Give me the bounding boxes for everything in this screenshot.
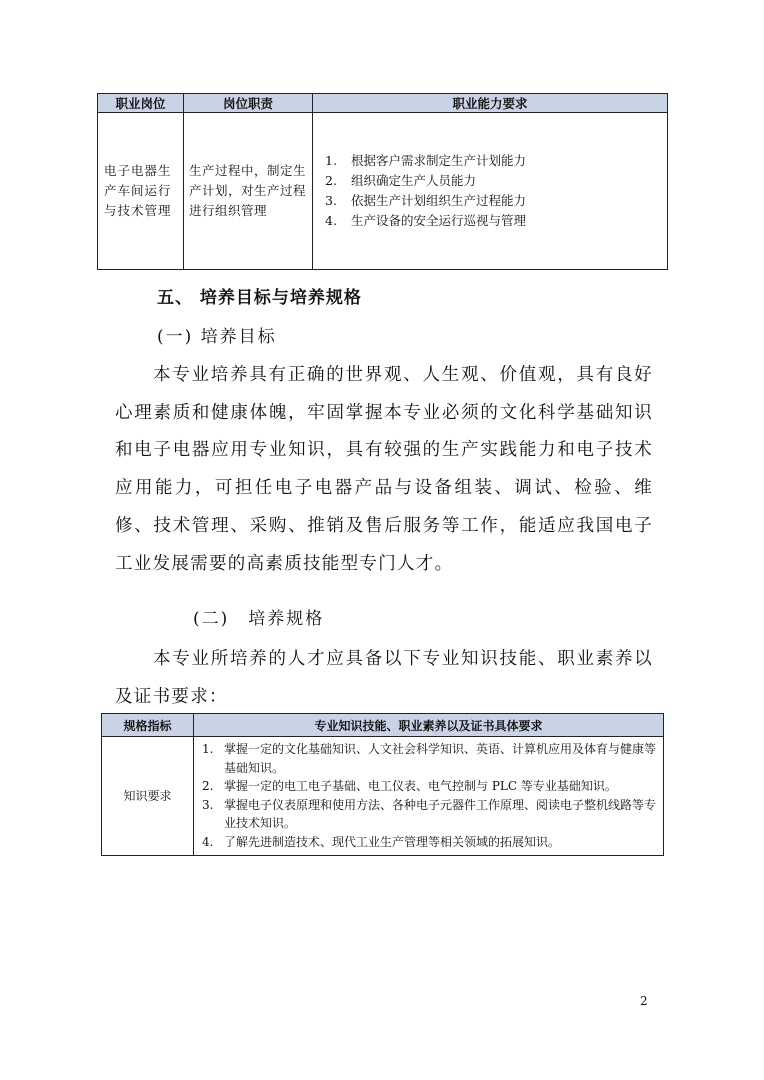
list-item: 2. 掌握一定的电工电子基础、电工仪表、电气控制与 PLC 等专业基础知识。 <box>202 779 617 793</box>
column-header: 规格指标 <box>102 714 194 737</box>
column-header: 专业知识技能、职业素养以及证书具体要求 <box>194 714 664 737</box>
duty-cell: 生产过程中，制定生产计划，对生产过程进行组织管理 <box>184 113 313 270</box>
abilities-cell <box>313 113 668 270</box>
page-number: 2 <box>640 994 648 1008</box>
specifications-table <box>101 713 664 856</box>
table-header-row <box>98 94 668 113</box>
table-row <box>102 737 664 856</box>
list-item: 3. 掌握电子仪表原理和使用方法、各种电子元器件工作原理、阅读电子整机线路等专业技术知识。 <box>202 797 657 830</box>
column-header: 职业岗位 <box>98 94 184 113</box>
spec-key-cell: 知识要求 <box>102 737 194 856</box>
abilities-list <box>325 151 661 231</box>
goals-paragraph: 本专业培养具有正确的世界观、人生观、价值观，具有良好心理素质和健康体魄，牢固掌握本专业必须的文化科学基础知识和电子电器应用专业知识，具有较强的生产实践能力和电子技术应用能力，可担任电子电器产品与设备组装、调试、检验、维修、技术管理、采购、推销及售后服务等工作，能适应我国电子工业发展需要的高素质技能型专门人才。 <box>115 365 653 574</box>
column-header: 岗位职责 <box>184 94 313 113</box>
list-item: 4. 了解先进制造技术、现代工业生产管理等相关领域的拓展知识。 <box>202 834 561 849</box>
list-item: 1. 掌握一定的文化基础知识、人文社会科学知识、英语、计算机应用及体育与健康等基础知识。 <box>202 742 657 775</box>
list-item: 1. 根据客户需求制定生产计划能力 <box>325 153 527 168</box>
specs-intro-paragraph: 本专业所培养的人才应具备以下专业知识技能、职业素养以及证书要求： <box>115 649 653 707</box>
column-header: 职业能力要求 <box>313 94 668 113</box>
career-requirements-table <box>97 93 668 270</box>
table-row <box>98 113 668 270</box>
list-item: 3. 依据生产计划组织生产过程能力 <box>325 193 527 208</box>
subsection-heading-specs: (二) 培养规格 <box>193 609 325 629</box>
list-item: 2. 组织确定生产人员能力 <box>325 173 477 188</box>
table-header-row <box>102 714 664 737</box>
spec-items-cell <box>194 737 664 856</box>
list-item: 4. 生产设备的安全运行巡视与管理 <box>325 213 527 228</box>
section-heading: 五、 培养目标与培养规格 <box>157 288 362 308</box>
position-cell: 电子电器生产车间运行与技术管理 <box>98 113 184 270</box>
subsection-heading-goals: (一) 培养目标 <box>157 327 277 347</box>
spec-items-list <box>202 740 659 851</box>
